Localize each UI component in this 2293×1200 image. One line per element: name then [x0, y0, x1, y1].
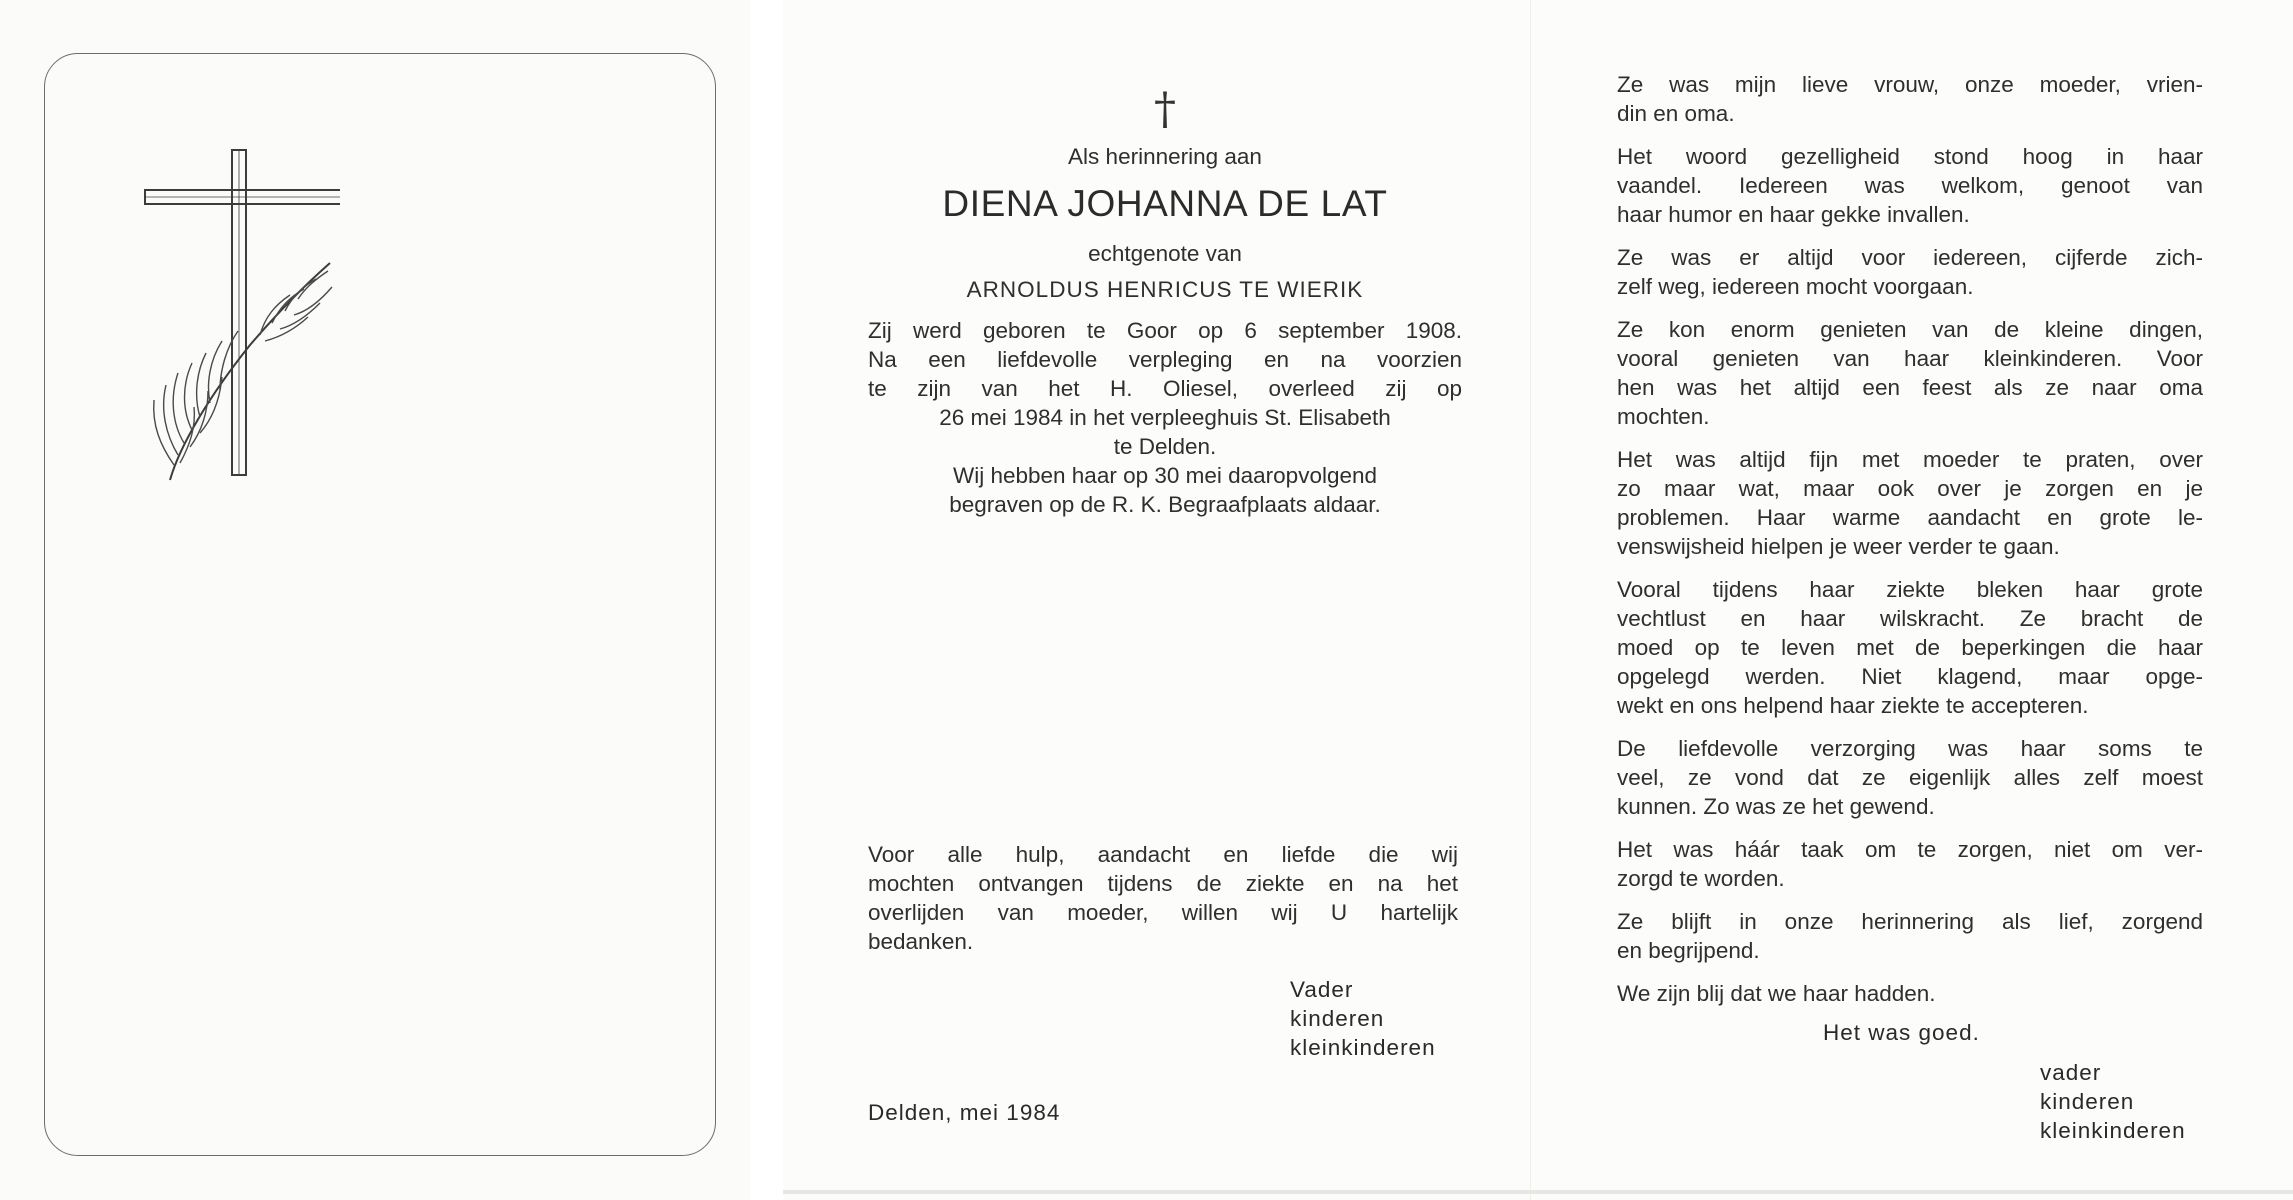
fold-line [1530, 0, 1531, 1200]
memory-line: vaandel. Iedereen was welkom, genoot van [1617, 173, 2203, 198]
deceased-name: DIENA JOHANNA DE LAT [942, 183, 1388, 224]
memory-paragraph [1617, 445, 2203, 561]
memory-paragraph [1617, 907, 2203, 965]
memory-line: veel, ze vond dat ze eigenlijk alles zelf moest [1617, 765, 2203, 790]
memory-line: Ze was er altijd voor iedereen, cijferde zich- [1617, 245, 2203, 270]
memory-paragraph [1617, 734, 2203, 821]
signature-line: vader [2040, 1060, 2102, 1085]
family-signature-right [2040, 1058, 2186, 1145]
memory-paragraph [1617, 979, 2203, 1008]
card-bottom-edge [783, 1190, 2293, 1194]
memory-line: vooral genieten van haar kleinkinderen. Voor [1617, 346, 2203, 371]
memory-paragraph [1617, 835, 2203, 893]
front-card [0, 0, 750, 1200]
memory-line: Ze was mijn lieve vrouw, onze moeder, vrien- [1617, 72, 2203, 97]
memory-line: problemen. Haar warme aandacht en grote le- [1617, 505, 2203, 530]
memory-line: moed op te leven met de beperkingen die haar [1617, 635, 2203, 660]
memory-paragraph [1617, 142, 2203, 229]
memory-line: zorgd te worden. [1617, 866, 1785, 891]
memory-line: venswijsheid hielpen je weer verder te gaan. [1617, 534, 2060, 559]
memory-line: zelf weg, iedereen mocht voorgaan. [1617, 274, 1974, 299]
thanks-line: bedanken. [868, 929, 974, 954]
memory-line: De liefdevolle verzorging was haar soms te [1617, 736, 2203, 761]
thanks-line: mochten ontvangen tijdens de ziekte en na het [868, 871, 1458, 896]
place-date: Delden, mei 1984 [868, 1100, 1061, 1125]
signature-line: kinderen [1290, 1006, 1385, 1031]
bio-line: Na een liefdevolle verpleging en na voorzien [868, 347, 1462, 372]
memory-line: haar humor en haar gekke invallen. [1617, 202, 1970, 227]
memory-line: kunnen. Zo was ze het gewend. [1617, 794, 1935, 819]
bio-line: Wij hebben haar op 30 mei daaropvolgend [952, 463, 1378, 488]
bio-line: te Delden. [1113, 434, 1217, 459]
memory-paragraph [1617, 243, 2203, 301]
signature-line: kleinkinderen [2040, 1118, 2186, 1143]
memory-line: mochten. [1617, 404, 1710, 429]
thanks-text [868, 840, 1458, 956]
memory-line: hen was het altijd een feest als ze naar oma [1617, 375, 2203, 400]
memory-line: vechtlust en haar wilskracht. Ze bracht de [1617, 606, 2203, 631]
memory-paragraph [1617, 70, 2203, 128]
family-signature [1290, 975, 1436, 1062]
memory-line: Vooral tijdens haar ziekte bleken haar grote [1617, 577, 2203, 602]
memory-line: Ze blijft in onze herinnering als lief, zorgend [1617, 909, 2203, 934]
signature-line: kinderen [2040, 1089, 2135, 1114]
signature-line: kleinkinderen [1290, 1035, 1436, 1060]
memory-line: wekt en ons helpend haar ziekte te accepteren. [1617, 693, 2089, 718]
closing-line: Het was goed. [1823, 1020, 1980, 1045]
bio-line: begraven op de R. K. Begraafplaats aldaar. [949, 492, 1381, 517]
intro-text: Als herinnering aan [1068, 144, 1262, 169]
thanks-line: overlijden van moeder, willen wij U hartelijk [868, 900, 1458, 925]
memory-line: Het was háár taak om te zorgen, niet om ver- [1617, 837, 2203, 862]
memory-line: We zijn blij dat we haar hadden. [1617, 981, 1936, 1006]
memory-line: zo maar wat, maar ook over je zorgen en je [1617, 476, 2203, 501]
memory-text [1617, 70, 2203, 1022]
spouse-name: ARNOLDUS HENRICUS TE WIERIK [966, 277, 1364, 302]
signature-line: Vader [1290, 977, 1354, 1002]
memory-line: Het woord gezelligheid stond hoog in haar [1617, 144, 2203, 169]
memory-line: din en oma. [1617, 101, 1735, 126]
announcement-block [868, 84, 1462, 519]
cross-with-palm-icon [140, 145, 340, 485]
cross-symbol: † [1154, 84, 1176, 135]
memory-line: en begrijpend. [1617, 938, 1760, 963]
thanks-line: Voor alle hulp, aandacht en liefde die wij [868, 842, 1458, 867]
memory-line: opgelegd werden. Niet klagend, maar opge- [1617, 664, 2203, 689]
memory-line: Ze kon enorm genieten van de kleine dingen, [1617, 317, 2203, 342]
bio-line: Zij werd geboren te Goor op 6 september 1908. [868, 318, 1462, 343]
bio-line: 26 mei 1984 in het verpleeghuis St. Elisabeth [939, 405, 1391, 430]
memory-line: Het was altijd fijn met moeder te praten, over [1617, 447, 2203, 472]
relation-text: echtgenote van [1088, 241, 1242, 266]
bio-line: te zijn van het H. Oliesel, overleed zij op [868, 376, 1462, 401]
bio-text [868, 316, 1462, 519]
memory-paragraph [1617, 315, 2203, 431]
memory-paragraph [1617, 575, 2203, 720]
